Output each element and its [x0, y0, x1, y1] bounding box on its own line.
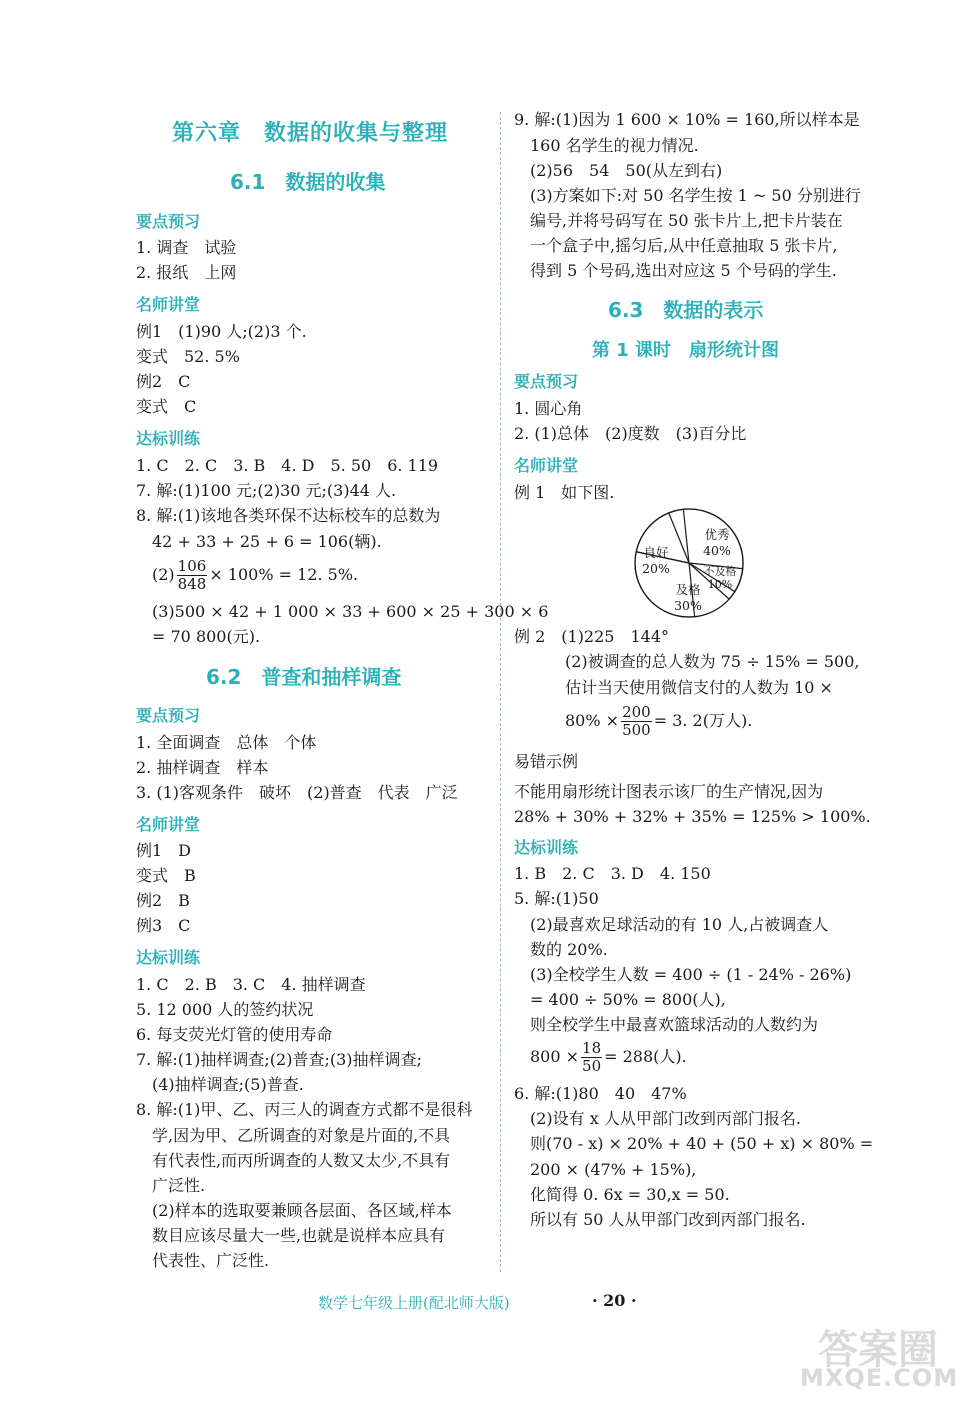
- answer-line: 8. 解:(1)甲、乙、丙三人的调查方式都不是很科: [136, 1100, 473, 1119]
- answer-line: 代表性、广泛性.: [152, 1251, 270, 1270]
- answer-line: 例1 D: [136, 841, 192, 860]
- answer-line: 有代表性,而丙所调查的人数又太少,不具有: [152, 1151, 451, 1170]
- answer-line: (4)抽样调查;(5)普查.: [152, 1075, 304, 1094]
- answer-line: 2. 抽样调查 样本: [136, 758, 269, 777]
- answer-line: 2. (1)总体 (2)度数 (3)百分比: [514, 424, 747, 443]
- heading-exercise: 达标训练: [136, 429, 201, 448]
- answer-line: (3)方案如下:对 50 名学生按 1 ~ 50 分别进行: [530, 186, 861, 205]
- answer-line: 估计当天使用微信支付的人数为 10 ×: [565, 678, 833, 697]
- column-divider: [500, 112, 501, 1272]
- answer-line: 例1 (1)90 人;(2)3 个.: [136, 322, 307, 341]
- section-6-1-title: 6.1 数据的收集: [230, 170, 386, 194]
- answer-line: 160 名学生的视力情况.: [530, 136, 699, 155]
- line-prefix: 80% ×: [565, 711, 620, 730]
- pie-label: 优秀: [704, 527, 730, 542]
- answer-line: (2)设有 x 人从甲部门改到丙部门报名.: [530, 1109, 801, 1128]
- answer-line: 1. C 2. B 3. C 4. 抽样调查: [136, 975, 366, 994]
- numerator: 106: [177, 557, 207, 575]
- answer-line: 广泛性.: [152, 1176, 206, 1195]
- pie-label: 良好: [643, 545, 669, 560]
- footer-book-title: 数学七年级上册(配北师大版): [318, 1294, 510, 1312]
- pie-label: 不及格: [703, 565, 737, 578]
- answer-line: 例 1 如下图.: [514, 483, 615, 502]
- answer-line: 7. 解:(1)100 元;(2)30 元;(3)44 人.: [136, 481, 397, 500]
- answer-line: 3. (1)客观条件 破坏 (2)普查 代表 广泛: [136, 783, 458, 802]
- denominator: 50: [582, 1057, 602, 1075]
- denominator: 500: [622, 721, 651, 739]
- pie-value-label: 10%: [707, 578, 733, 591]
- answer-line: 易错示例: [514, 752, 579, 771]
- answer-line: (3)500 × 42 + 1 000 × 33 + 600 × 25 + 300 × 6: [152, 602, 549, 621]
- answer-line: 一个盒子中,摇匀后,从中任意抽取 5 张卡片,: [530, 236, 838, 255]
- answer-line: 例2 C: [136, 372, 191, 391]
- answer-line: (2)最喜欢足球活动的有 10 人,占被调查人: [530, 915, 829, 934]
- answer-line: 所以有 50 人从甲部门改到丙部门报名.: [530, 1210, 806, 1229]
- heading-preview: 要点预习: [136, 212, 201, 231]
- answer-line: 9. 解:(1)因为 1 600 × 10% = 160,所以样本是: [514, 110, 860, 129]
- heading-exercise: 达标训练: [514, 838, 579, 857]
- fraction: [581, 1040, 602, 1075]
- answer-line: 学,因为甲、乙所调查的对象是片面的,不具: [152, 1126, 451, 1145]
- numerator: 18: [582, 1039, 602, 1057]
- pie-chart: [632, 509, 752, 619]
- line-prefix: (2): [152, 565, 175, 584]
- heading-lecture: 名师讲堂: [514, 456, 579, 475]
- fraction: [177, 558, 208, 593]
- answer-line: 例2 B: [136, 891, 190, 910]
- answer-line: 化简得 0. 6x = 30,x = 50.: [530, 1185, 730, 1204]
- numerator: 200: [622, 703, 651, 721]
- section-6-2-title: 6.2 普查和抽样调查: [206, 665, 402, 689]
- answer-line: 编号,并将号码写在 50 张卡片上,把卡片装在: [530, 211, 843, 230]
- answer-line: 1. 调查 试验: [136, 238, 237, 257]
- pie-value-label: 20%: [642, 561, 670, 576]
- answer-line: 28% + 30% + 32% + 35% = 125% > 100%.: [514, 807, 871, 826]
- answer-line: 变式 52. 5%: [136, 347, 240, 366]
- answer-line: 7. 解:(1)抽样调查;(2)普查;(3)抽样调查;: [136, 1050, 422, 1069]
- answer-line: 8. 解:(1)该地各类环保不达标校车的总数为: [136, 506, 441, 525]
- answer-line: = 400 ÷ 50% = 800(人),: [530, 990, 726, 1009]
- answer-line: 42 + 33 + 25 + 6 = 106(辆).: [152, 532, 382, 551]
- fraction-line: [152, 558, 358, 593]
- answer-line: 不能用扇形统计图表示该厂的生产情况,因为: [514, 782, 824, 801]
- answer-line: 变式 B: [136, 866, 196, 885]
- answer-line: 则全校学生中最喜欢篮球活动的人数约为: [530, 1015, 819, 1034]
- answer-line: 例3 C: [136, 916, 191, 935]
- pie-value-label: 30%: [674, 598, 702, 613]
- line-suffix: × 100% = 12. 5%.: [209, 565, 359, 584]
- fraction-line: [565, 704, 752, 739]
- answer-line: (2)56 54 50(从左到右): [530, 161, 723, 180]
- page-number: · 20 ·: [592, 1291, 637, 1310]
- answer-line: 数目应该尽量大一些,也就是说样本应具有: [152, 1226, 446, 1245]
- answer-line: 200 × (47% + 15%),: [530, 1160, 697, 1179]
- answer-line: 2. 报纸 上网: [136, 263, 237, 282]
- line-prefix: 800 ×: [530, 1047, 580, 1066]
- denominator: 848: [177, 575, 207, 593]
- answer-line: (3)全校学生人数 = 400 ÷ (1 - 24% - 26%): [530, 965, 852, 984]
- heading-lecture: 名师讲堂: [136, 815, 201, 834]
- answer-line: 6. 每支荧光灯管的使用寿命: [136, 1025, 333, 1044]
- answer-line: 5. 解:(1)50: [514, 889, 599, 908]
- answer-line: 1. 圆心角: [514, 399, 583, 418]
- section-6-3-title: 6.3 数据的表示: [608, 298, 764, 322]
- answer-line: 变式 C: [136, 397, 197, 416]
- chapter-title: 第六章 数据的收集与整理: [172, 121, 449, 146]
- heading-preview: 要点预习: [136, 706, 201, 725]
- line-suffix: = 288(人).: [604, 1047, 687, 1066]
- fraction-line: [530, 1040, 687, 1075]
- answer-line: 1. C 2. C 3. B 4. D 5. 50 6. 119: [136, 456, 439, 475]
- answer-line: 1. B 2. C 3. D 4. 150: [514, 864, 711, 883]
- line-suffix: = 3. 2(万人).: [653, 711, 753, 730]
- heading-exercise: 达标训练: [136, 948, 201, 967]
- answer-line: 得到 5 个号码,选出对应这 5 个号码的学生.: [530, 261, 837, 280]
- heading-lecture: 名师讲堂: [136, 295, 201, 314]
- watermark-logo: 答案圈: [818, 1327, 938, 1373]
- answer-line: 例 2 (1)225 144°: [514, 627, 670, 646]
- answer-line: 数的 20%.: [530, 940, 608, 959]
- answer-line: 1. 全面调查 总体 个体: [136, 733, 317, 752]
- pie-value-label: 40%: [703, 543, 731, 558]
- answer-line: 5. 12 000 人的签约状况: [136, 1000, 314, 1019]
- answer-line: (2)样本的选取要兼顾各层面、各区域,样本: [152, 1201, 452, 1220]
- answer-line: 6. 解:(1)80 40 47%: [514, 1084, 687, 1103]
- heading-preview: 要点预习: [514, 372, 579, 391]
- watermark-url: MXQE.COM: [800, 1364, 959, 1392]
- lesson-title: 第 1 课时 扇形统计图: [592, 340, 780, 361]
- answer-line: = 70 800(元).: [152, 627, 261, 646]
- pie-label: 及格: [675, 582, 701, 597]
- answer-line: 则(70 - x) × 20% + 40 + (50 + x) × 80% =: [530, 1134, 874, 1153]
- fraction: [621, 704, 652, 739]
- answer-line: (2)被调查的总人数为 75 ÷ 15% = 500,: [565, 652, 860, 671]
